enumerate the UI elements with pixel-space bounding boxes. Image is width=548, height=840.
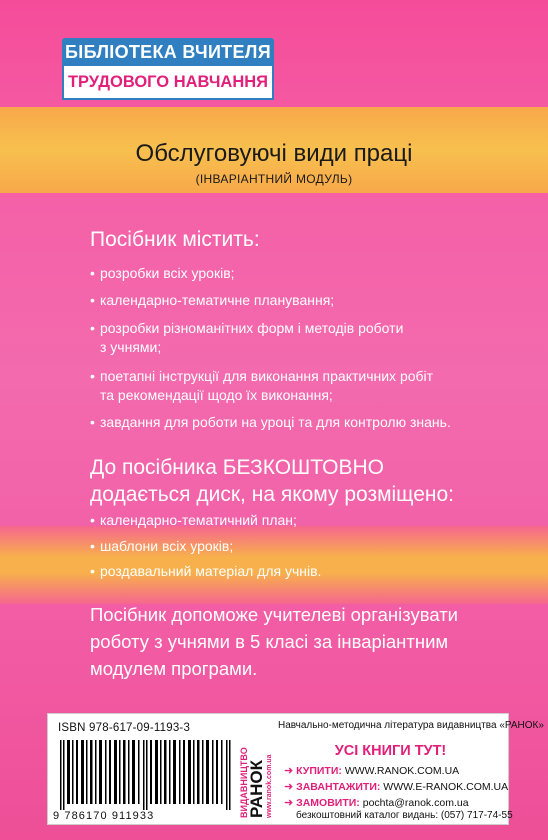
arrow-right-icon: ➜ (284, 797, 294, 809)
series-line-2: ТРУДОВОГО НАВЧАННЯ (62, 66, 274, 100)
list-item: • шаблони всіх уроків; (90, 538, 234, 554)
catalog-line: безкоштовний каталог видань: (057) 717-74-55 (296, 810, 513, 821)
list-item: • розробки всіх уроків; (90, 265, 235, 281)
buy-row: ➜ КУПИТИ: WWW.RANOK.COM.UA (284, 765, 460, 777)
book-subtitle: (ІНВАРІАНТНИЙ МОДУЛЬ) (195, 172, 353, 186)
list-item: • календарно-тематичний план; (90, 512, 297, 528)
bullet-icon: • (90, 538, 95, 554)
disk-heading: До посібника БЕЗКОШТОВНО додається диск, на якому розміщено: (90, 456, 455, 506)
imprint-box (47, 713, 544, 825)
book-title: Обслуговуючі види праці (135, 140, 413, 167)
list-item: • календарно-тематичне планування; (90, 292, 335, 308)
isbn-text: ISBN 978-617-09-1193-3 (58, 722, 191, 734)
contents-heading: Посібник містить: (90, 228, 260, 251)
arrow-right-icon: ➜ (284, 781, 294, 793)
order-email[interactable]: pochta@ranok.com.ua (362, 797, 469, 809)
order-row: ➜ ЗАМОВИТИ: pochta@ranok.com.ua (284, 797, 469, 809)
closing-paragraph: Посібник допоможе учителеві організувати роботу з учнями в 5 класі за інваріантним модулем програми. (90, 604, 459, 679)
buy-link[interactable]: WWW.RANOK.COM.UA (344, 765, 460, 777)
download-row: ➜ ЗАВАНТАЖИТИ: WWW.E-RANOK.COM.UA (284, 781, 509, 793)
publisher-site: www.ranok.com.ua (266, 754, 273, 818)
arrow-right-icon: ➜ (284, 765, 294, 777)
bullet-icon: • (90, 563, 95, 579)
publisher-logo (238, 718, 276, 822)
publisher-small: ВИДАВНИЦТВО (239, 747, 249, 818)
bullet-icon: • (90, 292, 95, 308)
shop-header: Навчально-методична література видавництва «РАНОК» (278, 720, 544, 731)
list-item: • розробки різноманітних форм і методів роботи з учнями; (90, 320, 404, 355)
all-books: УСІ КНИГИ ТУТ! (334, 743, 447, 759)
publisher-big: РАНОК (247, 760, 266, 818)
download-link[interactable]: WWW.E-RANOK.COM.UA (383, 781, 509, 793)
list-item: • роздавальний матеріал для учнів. (90, 563, 322, 579)
barcode (58, 740, 234, 810)
list-item: • поетапні інструкції для виконання практичних робіт та рекомендації щодо їх виконання; (90, 368, 434, 403)
series-badge (62, 38, 274, 104)
bullet-icon: • (90, 265, 95, 281)
list-item: • завдання для роботи на уроці та для контролю знань. (90, 414, 451, 430)
bullet-icon: • (90, 414, 95, 430)
barcode-number: 9 786170 911933 (53, 810, 155, 822)
bullet-icon: • (90, 368, 95, 384)
series-line-1: БІБЛІОТЕКА ВЧИТЕЛЯ (62, 38, 274, 66)
bullet-icon: • (90, 512, 95, 528)
bullet-icon: • (90, 320, 95, 336)
